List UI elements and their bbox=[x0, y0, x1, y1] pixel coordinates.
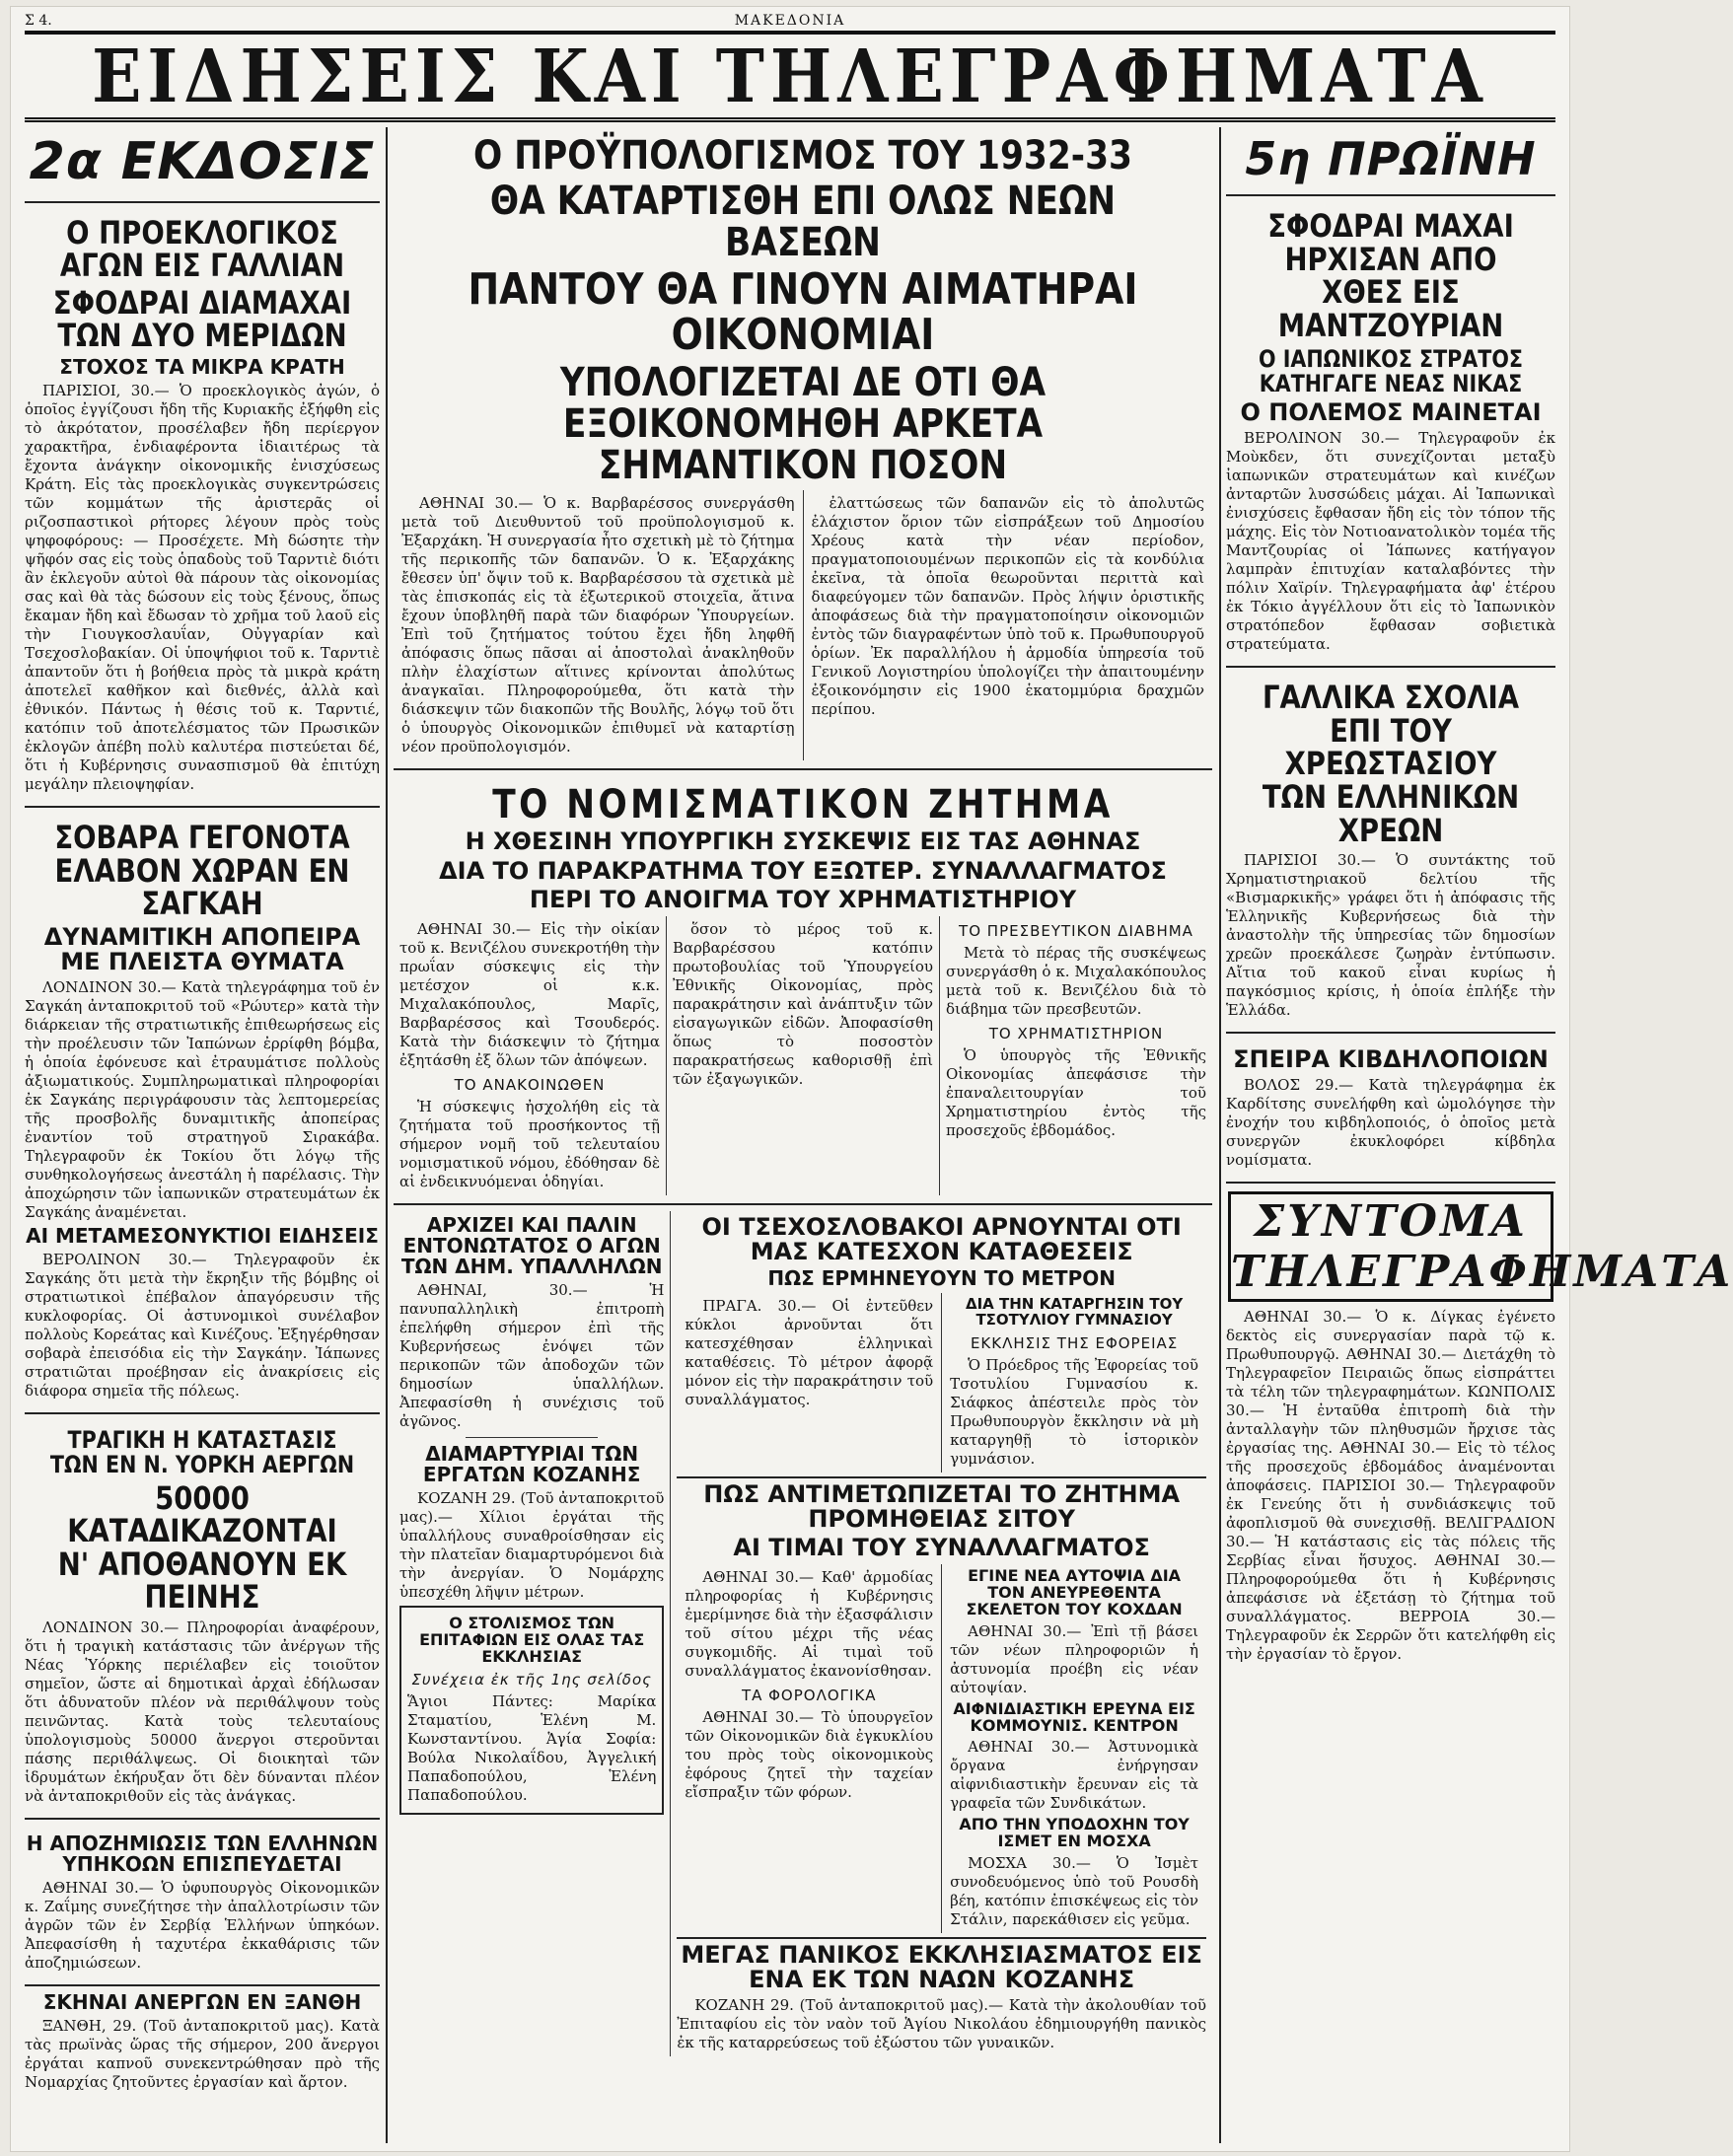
article-headline: ΑΠΟ ΤΗΝ ΥΠΟΔΟΧΗΝ ΤΟΥ ΙΣΜΕΤ ΕΝ ΜΟΣΧΑ bbox=[959, 1815, 1190, 1851]
section-label: ΤΟ ΑΝΑΚΟΙΝΩΘΕΝ bbox=[454, 1075, 606, 1094]
article-subheadline: ΠΕΡΙ ΤΟ ΑΝΟΙΓΜΑ ΤΟΥ ΧΡΗΜΑΤΙΣΤΗΡΙΟΥ bbox=[529, 885, 1077, 913]
edition-box bbox=[1226, 127, 1555, 196]
lead-headline: Ο ΠΡΟΫΠΟΛΟΓΙΣΜΟΣ ΤΟΥ 1932-33 bbox=[473, 133, 1132, 179]
article-subheadline: ΔΙΑ ΤΗΝ ΚΑΤΑΡΓΗΣΙΝ ΤΟΥ ΤΣΟΤΥΛΙΟΥ ΓΥΜΝΑΣΙΟΥ bbox=[965, 1295, 1184, 1330]
article-body: ΑΘΗΝΑΙ 30.— Ὁ κ. Δίγκας ἐγένετο δεκτὸς εἰς συνεργασίαν παρὰ τῷ κ. Πρωθυπουργῷ. ΑΘΗΝΑΙ 30.— Διετάχθη τὸ Τηλεγραφεῖον Πειραιῶς ὅπως εἰσπράττει τὰ τέλη τῶν τηλεγραφημάτων. ΚΩΝΠΟΛΙΣ 30.— Ἡ ἐνταῦθα ἐπιτροπὴ διὰ τὴν ἀνταλλαγὴν τῶν πληθυσμῶν ἤρχισε τὰς ἐργασίας της. ΑΘΗΝΑΙ 30.— Εἰς τὸ τέλος τῆς προσεχοῦς ἑβδομάδος ἀναμένονται ἀποφάσεις. ΠΑΡΙΣΙΟΙ 30.— Τηλεγραφοῦν ἐκ Γενεύης ὅτι ἡ συνδιάσκεψις τοῦ ἀφοπλισμοῦ θὰ συνεχισθῇ. ΒΕΛΙΓΡΑΔΙΟΝ 30.— Ἡ κατάστασις εἰς τὰς πόλεις τῆς Σερβίας εἶναι ἥσυχος. ΑΘΗΝΑΙ 30.— Πληροφορούμεθα ὅτι ἡ Κυβέρνησις ἀπεφάσισε νὰ ἐξετάσῃ τὸ ζήτημα τοῦ συναλλάγματος. ΒΕΡΡΟΙΑ 30.— Τηλεγραφοῦν ἐκ Σερρῶν ὅτι κατελήφθη εἰς τὴν ἐργασίαν τὸ ἔργον. bbox=[1226, 1308, 1555, 1664]
article-body: ΒΕΡΟΛΙΝΟΝ 30.— Τηλεγραφοῦν ἐκ Σαγκάης ὅτι μετὰ τὴν ἔκρηξιν τῆς βόμβης οἱ στρατιωτικοὶ ἐπέβαλον ἀπαγόρευσιν τῆς κυκλοφορίας. Οἱ ἀστυνομικοὶ συνέλαβον πολλοὺς Κορεάτας καὶ Κινέζους. Ἐξηγέρθησαν σοβαρὰ ἐπεισόδια εἰς τὴν Σαγκάην. Ἰάπωνες στρατιῶται προέβησαν εἰς ἀνακρίσεις εἰς διάφορα σημεῖα τῆς πόλεως. bbox=[25, 1251, 380, 1401]
edition-box bbox=[25, 127, 380, 203]
article-body: Ὁ ὑπουργὸς τῆς Ἐθνικῆς Οἰκονομίας ἀπεφάσισε τὴν ἐπαναλειτουργίαν τοῦ Χρηματιστηρίου ἐντὸς τῆς προσεχοῦς ἑβδομάδος. bbox=[946, 1045, 1206, 1139]
section-label: ΤΟ ΠΡΕΣΒΕΥΤΙΚΟΝ ΔΙΑΒΗΜΑ bbox=[959, 921, 1193, 940]
article bbox=[25, 814, 380, 1414]
article-headline: Ο ΣΤΟΛΙΣΜΟΣ ΤΩΝ ΕΠΙΤΑΦΙΩΝ ΕΙΣ ΟΛΑΣ ΤΑΣ ΕΚΚΛΗΣΙΑΣ bbox=[419, 1613, 645, 1666]
lead-body-columns bbox=[394, 490, 1212, 760]
article-body: ΑΘΗΝΑΙ, 30.— Ἡ πανυπαλληλικὴ ἐπιτροπὴ ἐπελήφθη σήμερον ἐπὶ τῆς Κυβερνήσεως ἐνόψει τῶν περικοπῶν τῶν ἀποδοχῶν τῶν δημοσίων ὑπαλλήλων. Ἀπεφασίσθη ἡ συνέχισις τοῦ ἀγῶνος. bbox=[399, 1280, 665, 1430]
article-body: ΑΘΗΝΑΙ 30.— Εἰς τὴν οἰκίαν τοῦ κ. Βενιζέλου συνεκροτήθη τὴν πρωΐαν σύσκεψις εἰς τὴν μετέσχον οἱ κ.κ. Μιχαλακόπουλος, Μαρῖς, Βαρβαρέσσος καὶ Τσουδερός. Κατὰ τὴν διάσκεψιν τὸ ζήτημα ἐξητάσθη ἐξ ὅλων τῶν ἀπόψεων. bbox=[399, 919, 660, 1069]
article-headline: ΔΙΑΜΑΡΤΥΡΙΑΙ ΤΩΝ ΕΡΓΑΤΩΝ ΚΟΖΑΝΗΣ bbox=[422, 1441, 641, 1486]
article-headline: ΣΠΕΙΡΑ ΚΙΒΔΗΛΟΠΟΙΩΝ bbox=[1233, 1045, 1549, 1074]
article-body: ὅσον τὸ μέρος τοῦ κ. Βαρβαρέσσου κατόπιν πρωτοβουλίας τοῦ Ὑπουργείου Ἐθνικῆς Οἰκονομίας, πρὸς παρακράτησιν καὶ ἀνάπτυξιν τῶν εἰσαγωγικῶν εἰδῶν. Ἀποφασίσθη ὅπως τὸ ποσοστὸν παρακρατήσεως καθορισθῇ ἐπὶ τῶν ἐξαγωγικῶν. bbox=[673, 919, 933, 1088]
article-subheadline: Ο ΙΑΠΩΝΙΚΟΣ ΣΤΡΑΤΟΣ ΚΑΤΗΓΑΓΕ ΝΕΑΣ ΝΙΚΑΣ bbox=[1259, 344, 1523, 397]
paper-name: ΜΑΚΕΔΟΝΙΑ bbox=[734, 13, 846, 29]
article-subheadline: ΔΙΑ ΤΟ ΠΑΡΑΚΡΑΤΗΜΑ ΤΟΥ ΕΞΩΤΕΡ. ΣΥΝΑΛΛΑΓΜΑΤΟΣ bbox=[439, 856, 1167, 885]
article-body: ΑΘΗΝΑΙ 30.— Καθ' ἀρμοδίας πληροφορίας ἡ Κυβέρνησις ἐμερίμνησε διὰ τὴν ἐξασφάλισιν τοῦ σίτου μέχρι τῆς νέας συγκομιδῆς. Αἱ τιμαὶ τοῦ συναλλάγματος ἐκανονίσθησαν. bbox=[685, 1568, 934, 1681]
article-headline: ΑΙΦΝΙΔΙΑΣΤΙΚΗ ΕΡΕΥΝΑ ΕΙΣ ΚΟΜΜΟΥΝΙΣ. ΚΕΝΤΡΟΝ bbox=[953, 1698, 1195, 1735]
article-body: ΠΡΑΓΑ. 30.— Οἱ ἐντεῦθεν κύκλοι ἀρνοῦνται ὅτι κατεσχέθησαν ἑλληνικαὶ καταθέσεις. Τὸ μέτρον ἀφορᾷ μόνον εἰς τὴν παρακράτησιν τοῦ συναλλάγματος. bbox=[685, 1297, 934, 1409]
lead-body: ΑΘΗΝΑΙ 30.— Ὁ κ. Βαρβαρέσσος συνεργάσθη μετὰ τοῦ Διευθυντοῦ τοῦ προϋπολογισμοῦ κ. Ἐξαρχάκη. Ἡ συνεργασία ἦτο σχετικὴ μὲ τὸ ζήτημα τῆς περικοπῆς τῶν δαπανῶν. Ὁ κ. Ἐξαρχάκης ἔθεσεν ὑπ' ὄψιν τοῦ κ. Βαρβαρέσσου τὰ σχετικὰ μὲ τὰς ἐπισκοπάς εἰς τὰ ἐξωτερικοῦ στοιχεῖα, ἅτινα ἔχουν ὑποβληθῆ παρὰ τῶν διαφόρων Ὑπουργείων. Ἐπὶ τοῦ ζητήματος τούτου ἔχει ἤδη ληφθῆ ἀπόφασις ὅπως πᾶσαι αἱ ἀποστολαὶ ἀνακληθοῦν πλὴν ἐλαχίστων αἵτινες κρίνονται ἀπολύτως ἀναγκαῖαι. Πληροφορούμεθα, ὅτι κατὰ τὴν διάσκεψιν τῶν διακοπῶν τῆς Βουλῆς, λόγῳ τοῦ ὅτι ὁ ὑπουργὸς Οἰκονομικῶν ἐπιθυμεῖ νὰ καταρτίσῃ νέον προϋπολογισμόν. bbox=[401, 494, 795, 756]
article bbox=[25, 1420, 380, 1820]
lower-columns bbox=[394, 1211, 1212, 2056]
article-headline: ΣΚΗΝΑΙ ΑΝΕΡΓΩΝ ΕΝ ΞΑΝΘΗ bbox=[42, 1989, 362, 2014]
article-body: ΚΟΖΑΝΗ 29. (Τοῦ ἀνταποκριτοῦ μας).— Κατὰ τὴν ἀκολουθίαν τοῦ Ἐπιταφίου εἰς τὸν ναὸν τοῦ Ἁγίου Νικολάου ἐδημιουργήθη πανικὸς ἐκ τῆς καταρρεύσεως τοῦ ἐξώστου τῶν γυναικῶν. bbox=[677, 1996, 1206, 2052]
article-subheadline: ΣΦΟΔΡΑΙ ΔΙΑΜΑΧΑΙ ΤΩΝ ΔΥΟ ΜΕΡΙΔΩΝ bbox=[52, 283, 352, 355]
article-headline: ΣΥΝΤΟΜΑ ΤΗΛΕΓΡΑΦΗΜΑΤΑ bbox=[1228, 1191, 1553, 1302]
article-headline: ΓΑΛΛΙΚΑ ΣΧΟΛΙΑ ΕΠΙ ΤΟΥ ΧΡΕΩΣΤΑΣΙΟΥ ΤΩΝ ΕΛΛΗΝΙΚΩΝ ΧΡΕΩΝ bbox=[1262, 679, 1520, 849]
article-subheadline: ΠΩΣ ΕΡΜΗΝΕΥΟΥΝ ΤΟ ΜΕΤΡΟΝ bbox=[767, 1266, 1116, 1291]
article-body: ΛΟΝΔΙΝΟΝ 30.— Πληροφορίαι ἀναφέρουν, ὅτι ἡ τραγικὴ κατάστασις τῶν ἀνέργων τῆς Νέας Ὑόρκης περιέλαβεν εἰς τοιοῦτον σημεῖον, ὥστε αἱ δημοτικαὶ ἀρχαὶ ἐδήλωσαν ὅτι ἀδυνατοῦν πλέον νὰ περιθάλψουν τοὺς πεινῶντας. Κατὰ τοὺς τελευταίους ὑπολογισμοὺς 50000 ἄνεργοι στεροῦνται πάσης περιθάλψεως. Οἱ διοικηταὶ τῶν ἱδρυμάτων ἐκήρυξαν ὅτι δὲν δύνανται πλέον νὰ ἀνταποκριθοῦν εἰς τὰς ἀνάγκας. bbox=[25, 1617, 380, 1805]
edition-label: 5η ΠΡΩΪΝΗ bbox=[1245, 132, 1537, 185]
left-column bbox=[25, 127, 380, 2143]
article-headline: ΟΙ ΤΣΕΧΟΣΛΟΒΑΚΟΙ ΑΡΝΟΥΝΤΑΙ ΟΤΙ ΜΑΣ ΚΑΤΕΣΧΟΝ ΚΑΤΑΘΕΣΕΙΣ bbox=[701, 1212, 1182, 1266]
article bbox=[25, 209, 380, 808]
article-headline: ΑΙ ΜΕΤΑΜΕΣΟΝΥΚΤΙΟΙ ΕΙΔΗΣΕΙΣ bbox=[26, 1224, 379, 1249]
article-headline: ΕΓΙΝΕ ΝΕΑ ΑΥΤΟΨΙΑ ΔΙΑ ΤΟΝ ΑΝΕΥΡΕΘΕΝΤΑ ΣΚΕΛΕΤΟΝ ΤΟΥ ΚΟΧΔΑΝ bbox=[966, 1566, 1183, 1618]
article-body: Μετὰ τὸ πέρας τῆς συσκέψεως συνεργάσθη ὁ κ. Μιχαλακόπουλος μετὰ τοῦ κ. Βενιζέλου διὰ τὸ διάβημα τῶν πρεσβευτῶν. bbox=[946, 943, 1206, 1018]
article-body: Ἡ σύσκεψις ἠσχολήθη εἰς τὰ ζητήματα τοῦ προσήκοντος τῇ σήμερον νομῆ τοῦ τελευταίου νομισματικοῦ νόμου, ἐδόθησαν δὲ αἱ ἐνδεικνυόμεναι ὁδηγίαι. bbox=[399, 1097, 660, 1190]
article-body: ΑΘΗΝΑΙ 30.— Τὸ ὑπουργεῖον τῶν Οἰκονομικῶν διὰ ἐγκυκλίου του πρὸς τοὺς οἰκονομικοὺς ἐφόρους ζητεῖ τὴν ταχείαν εἴσπραξιν τῶν φόρων. bbox=[685, 1708, 934, 1802]
newspaper-page bbox=[10, 6, 1733, 2152]
article-body: ΑΘΗΝΑΙ 30.— Ἀστυνομικὰ ὄργανα ἐνήργησαν αἰφνιδιαστικὴν ἔρευναν εἰς τὰ γραφεῖα τῶν Συνδικάτων. bbox=[950, 1738, 1199, 1813]
column-rule bbox=[386, 127, 388, 2143]
article-subheadline: ΔΥΝΑΜΙΤΙΚΗ ΑΠΟΠΕΙΡΑ ΜΕ ΠΛΕΙΣΤΑ ΘΥΜΑΤΑ bbox=[43, 922, 361, 975]
section-label: ΤΑ ΦΟΡΟΛΟΓΙΚΑ bbox=[741, 1687, 877, 1705]
continuation-note: Συνέχεια ἐκ τῆς 1ης σελίδος bbox=[411, 1671, 652, 1689]
lead-article bbox=[394, 127, 1212, 770]
article bbox=[1226, 1191, 1733, 1664]
article-body: ΜΟΣΧΑ 30.— Ὁ Ἰσμὲτ συνοδευόμενος ὑπὸ τοῦ Ρουσδὴ βέη, κατόπιν ἐπισκέψεως εἰς τὸν Στάλιν, παρεκάθισεν εἰς γεῦμα. bbox=[950, 1853, 1199, 1928]
article-subheadline: 50000 ΚΑΤΑΔΙΚΑΖΟΝΤΑΙ Ν' ΑΠΟΘΑΝΟΥΝ ΕΚ ΠΕΙΝΗΣ bbox=[57, 1478, 347, 1617]
column-rule bbox=[1219, 127, 1221, 2143]
section-banner bbox=[25, 31, 1555, 122]
article-body: Ὁ Πρόεδρος τῆς Ἐφορείας τοῦ Τσοτυλίου Γυμνασίου κ. Σιάφκος ἀπέστειλε πρὸς τὸν Πρωθυπουργὸν ἔκκλησιν νὰ μὴ καταργηθῇ τὸ ἱστορικὸν γυμνάσιον. bbox=[950, 1355, 1199, 1468]
article-columns bbox=[394, 916, 1212, 1195]
lead-body: ἐλαττώσεως τῶν δαπανῶν εἰς τὸ ἀπολυτῶς ἐλάχιστον ὅριον τῶν εἰσπράξεων τοῦ Δημοσίου Χρέους κατὰ τὴν νέαν περίοδον, πραγματοποιουμένων περικοπῶν εἰς τὰ κονδύλια ἐκεῖνα, τὰ ὁποῖα θεωροῦνται περιττὰ καὶ διαφεύγομεν τῶν δαπανῶν. Πρὸς λήψιν ὁριστικῆς ἀποφάσεως διὰ τὴν πραγματοποίησιν οἰκονομιῶν ἐντὸς τῶν διαγραφέντων ὑπὸ τοῦ κ. Πρωθυπουργοῦ ὁρίων. Ἐκ παραλλήλου ἡ ἁρμοδία ὑπηρεσία τοῦ Γενικοῦ Λογιστηρίου ὑπολογίζει τὴν ἀπαιτουμένην ἐξοικονόμησιν εἰς 1900 ἑκατομμύρια δραχμῶν περίπου. bbox=[811, 494, 1204, 719]
article-body: ΞΑΝΘΗ, 29. (Τοῦ ἀνταποκριτοῦ μας). Κατὰ τὰς πρωϊνὰς ὥρας τῆς σήμερον, 200 ἄνεργοι ἐργάται καπνοῦ συνεκεντρώθησαν πρὸ τῆς Νομαρχίας ζητοῦντες ἐργασίαν καὶ ἄρτον. bbox=[25, 2016, 380, 2091]
section-label: ΕΚΚΛΗΣΙΣ ΤΗΣ ΕΦΟΡΕΙΑΣ bbox=[970, 1333, 1179, 1352]
article-headline: ΤΟ ΝΟΜΙΣΜΑΤΙΚΟΝ ΖΗΤΗΜΑ bbox=[492, 782, 1114, 828]
article-headline: ΠΩΣ ΑΝΤΙΜΕΤΩΠΙΖΕΤΑΙ ΤΟ ΖΗΤΗΜΑ ΠΡΟΜΗΘΕΙΑΣ ΣΙΤΟΥ bbox=[677, 1476, 1206, 1532]
framed-article bbox=[399, 1606, 664, 1815]
article-body: ΒΕΡΟΛΙΝΟΝ 30.— Τηλεγραφοῦν ἐκ Μοὺκδεν, ὅτι συνεχίζονται μεταξὺ ἰαπωνικῶν στρατευμάτων καὶ κινέζων ἀνταρτῶν λυσσώδεις μάχαι. Αἱ Ἰαπωνικαὶ ἐνισχύσεις ἔφθασαν ἤδη εἰς τὸν τόπον τῆς μάχης. Εἰς τὸν Νοτιοανατολικὸν τομέα τῆς Μαντζουρίας οἱ Ἰάπωνες κατήγαγον λαμπρὰν ἐπιτυχίαν καταλαβόντες τὴν πόλιν Χαϊρίν. Τηλεγραφήματα ἀφ' ἑτέρου ἐκ Τόκιο ἀγγέλλουν ὅτι εἰς τὸ Ἰαπωνικὸν στρατόπεδον ἔφθασαν σοβιετικὰ στρατεύματα. bbox=[1226, 429, 1555, 654]
article bbox=[1226, 1040, 1555, 1184]
page-number: Σ 4. bbox=[25, 13, 52, 29]
lead-headline: ΘΑ ΚΑΤΑΡΤΙΣΘΗ ΕΠΙ ΟΛΩΣ ΝΕΩΝ ΒΑΣΕΩΝ bbox=[489, 179, 1117, 265]
article-body: ΠΑΡΙΣΙΟΙ, 30.— Ὁ προεκλογικὸς ἀγών, ὁ ὁποῖος ἐγγίζουσι ἤδη τῆς Κυριακῆς ἐξήφθη εἰς τὸ ἀκρότατον, προσέλαβεν ἤδη περίεργον χαρακτῆρα, ἐνδιαφέροντα ἰδιαιτέρως τὰ ἔχοντα ἀνάγκην οἰκονομικῆς ἐνισχύσεως Κράτη. Εἰς τὰς προεκλογικὰς συγκεντρώσεις τῶν κομμάτων τῆς ἀριστερᾶς οἱ ριζοσπαστικοὶ ρήτορες λέγουν πρὸς τοὺς ψηφοφόρους: — Προσέχετε. Μὴ δώσητε τὴν ψῆφόν σας εἰς τοὺς ὁπαδοὺς τοῦ Ταρντιὲ διότι ἂν ἐκλεγοῦν αὐτοὶ θὰ πάρουν τὰς οἰκονομίας σας καὶ θὰ τὰς δώσουν εἰς τοὺς ξένους, ὅπως ἔκαμαν ἤδη καὶ ἔδωσαν τὸ χρῆμα τοῦ λαοῦ εἰς τὴν Γιουγκοσλαυΐαν, Οὐγγαρίαν καὶ Τσεχοσλοβακίαν. Οἱ ὑποψήφιοι τοῦ κ. Ταρντιὲ ἀπαντοῦν ὅτι ἡ βοήθεια πρὸς τὰ μικρὰ κράτη ἀποτελεῖ καθῆκον καὶ διεθνές, ἀλλὰ καὶ ἐθνικόν. Πάντως ἡ θέσις τοῦ κ. Ταρντιέ, κατόπιν τοῦ ἀποτελέσματος τῶν Πρωσικῶν ἐκλογῶν ἀπέβη πολὺ καλυτέρα πιστεύεται δέ, ὅτι ἡ Κυβέρνησις συνασπισμοῦ θὰ ἐπιτύχη μεγάλην πλειοψηφίαν. bbox=[25, 381, 380, 793]
article-body: ΚΟΖΑΝΗ 29. (Τοῦ ἀνταποκριτοῦ μας).— Χίλιοι ἐργάται τῆς ὑπαλλήλους συναθροίσθησαν εἰς τὴν πλατεῖαν διαμαρτυρόμενοι διὰ τὴν ἀνεργίαν. Ὁ Νομάρχης ὑπεσχέθη λῆψιν μέτρων. bbox=[399, 1488, 665, 1601]
article bbox=[1226, 202, 1555, 668]
lead-headline: ΥΠΟΛΟΓΙΖΕΤΑΙ ΔΕ ΟΤΙ ΘΑ ΕΞΟΙΚΟΝΟΜΗΘΗ ΑΡΚΕΤΑ ΣΗΜΑΝΤΙΚΟΝ ΠΟΣΟΝ bbox=[559, 360, 1047, 489]
center-column bbox=[394, 127, 1212, 2143]
edition-label: 2α ΕΚΔΟΣΙΣ bbox=[29, 132, 376, 191]
article-body: ΛΟΝΔΙΝΟΝ 30.— Κατὰ τηλεγράφημα τοῦ ἐν Σαγκάη ἀνταποκριτοῦ τοῦ «Ρώυτερ» κατὰ τὴν διάρκειαν τῆς στρατιωτικῆς ἐπιθεωρήσεως εἰς τὴν προέλευσιν τῶν Ἰαπώνων ἐρρίφθη βόμβα, ἡ ὁποία ἐφόνευσε καὶ ἐτραυμάτισε πολλοὺς ἀξιωματικούς. Συμπληρωματικαὶ πληροφορίαι ἐκ Σαγκάης περιγράφουσιν τὰς λεπτομερείας τῆς προσβολῆς δυναμιτικῆς ἀποπείρας ἐναντίον τοῦ στρατηγοῦ Σιρακάβα. Τηλεγραφοῦν ἐκ Τοκίου ὅτι λόγῳ τῆς συνθηκολογήσεως ἀνεστάλη ἡ παρέλασις. Τὴν ἀποχώρησιν τῶν ἰαπωνικῶν στρατευμάτων ἐκ Σαγκάης ἀναμένεται. bbox=[25, 978, 380, 1222]
article-body: ΑΘΗΝΑΙ 30.— Ὁ ὑφυπουργὸς Οἰκονομικῶν κ. Ζαΐμης συνεζήτησε τὴν ἀπαλλοτρίωσιν τῶν ἀγρῶν τῶν ἐν Σερβίᾳ Ἑλλήνων ὑπηκόων. Ἀπεφασίσθη ἡ ταχυτέρα ἐκκαθάρισις τῶν ἀποζημιώσεων. bbox=[25, 1878, 380, 1972]
article-subheadline: ΑΙ ΤΙΜΑΙ ΤΟΥ ΣΥΝΑΛΛΑΓΜΑΤΟΣ bbox=[733, 1534, 1150, 1562]
article-columns bbox=[677, 1564, 1206, 1933]
article-headline: ΤΡΑΓΙΚΗ Η ΚΑΤΑΣΤΑΣΙΣ ΤΩΝ ΕΝ Ν. ΥΟΡΚΗ ΑΕΡΓΩΝ bbox=[49, 1426, 355, 1479]
article-columns bbox=[677, 1293, 1206, 1473]
lead-headline: ΠΑΝΤΟΥ ΘΑ ΓΙΝΟΥΝ ΑΙΜΑΤΗΡΑΙ ΟΙΚΟΝΟΜΙΑΙ bbox=[468, 264, 1138, 361]
article bbox=[25, 1826, 380, 1986]
article-headline: ΜΕΓΑΣ ΠΑΝΙΚΟΣ ΕΚΚΛΗΣΙΑΣΜΑΤΟΣ ΕΙΣ ΕΝΑ ΕΚ ΤΩΝ ΝΑΩΝ ΚΟΖΑΝΗΣ bbox=[677, 1937, 1206, 1992]
article-headline: ΣΦΟΔΡΑΙ ΜΑΧΑΙ ΗΡΧΙΣΑΝ ΑΠΟ ΧΘΕΣ ΕΙΣ ΜΑΝΤΖΟΥΡΙΑΝ bbox=[1267, 207, 1514, 345]
article-headline: Ο ΠΡΟΕΚΛΟΓΙΚΟΣ ΑΓΩΝ ΕΙΣ ΓΑΛΛΙΑΝ bbox=[59, 213, 345, 285]
divider bbox=[466, 1437, 598, 1438]
article-body: Ἅγιοι Πάντες: Μαρίκα Σταματίου, Ἑλένη Μ. Κωνσταντίνου. Ἁγία Σοφία: Βούλα Νικολαΐδου, Ἀγγελική Παπαδοπούλου, Ἑλένη Παπαδοπούλου. bbox=[407, 1692, 657, 1805]
article-body: ΑΘΗΝΑΙ 30.— Ἐπὶ τῇ βάσει τῶν νέων πληροφοριῶν ἡ ἀστυνομία προέβη εἰς νέαν αὐτοψίαν. bbox=[950, 1621, 1199, 1696]
article-headline: Η ΑΠΟΖΗΜΙΩΣΙΣ ΤΩΝ ΕΛΛΗΝΩΝ ΥΠΗΚΟΩΝ ΕΠΙΣΠΕΥΔΕΤΑΙ bbox=[26, 1831, 379, 1876]
article-headline: ΑΡΧΙΖΕΙ ΚΑΙ ΠΑΛΙΝ ΕΝΤΟΝΩΤΑΤΟΣ Ο ΑΓΩΝ ΤΩΝ ΔΗΜ. ΥΠΑΛΛΗΛΩΝ bbox=[400, 1212, 663, 1278]
article-subheadline: Η ΧΘΕΣΙΝΗ ΥΠΟΥΡΓΙΚΗ ΣΥΣΚΕΨΙΣ ΕΙΣ ΤΑΣ ΑΘΗΝΑΣ bbox=[465, 827, 1141, 856]
article bbox=[25, 1989, 380, 2092]
article-subheadline: ΣΤΟΧΟΣ ΤΑ ΜΙΚΡΑ ΚΡΑΤΗ bbox=[59, 354, 345, 379]
section-label: ΤΟ ΧΡΗΜΑΤΙΣΤΗΡΙΟΝ bbox=[988, 1024, 1164, 1042]
article-headline: ΣΟΒΑΡΑ ΓΕΓΟΝΟΤΑ ΕΛΑΒΟΝ ΧΩΡΑΝ ΕΝ ΣΑΓΚΑΗ bbox=[54, 818, 350, 923]
article bbox=[1226, 674, 1555, 1034]
article-body: ΒΟΛΟΣ 29.— Κατὰ τηλεγράφημα ἐκ Καρδίτσης συνελήφθη καὶ ὡμολόγησε τὴν ἐνοχήν του κιβδηλοποιός, ὁ ὁποῖος μετὰ συνεργῶν ἐκυκλοφόρει κίβδηλα νομίσματα. bbox=[1226, 1076, 1555, 1170]
article-body: ΠΑΡΙΣΙΟΙ 30.— Ὁ συντάκτης τοῦ Χρηματιστηριακοῦ δελτίου τῆς «Βισμαρκικῆς» γράφει ὅτι ἡ ἀπόφασις τῆς Ἑλληνικῆς Κυβερνήσεως διὰ τὴν ἀναστολὴν τῆς ὑπηρεσίας τῶν δημοσίων χρεῶν προεκάλεσε ζωηρὰν ἐντύπωσιν. Αἴτια τοῦ κακοῦ εἶναι κυρίως ἡ παγκόσμιος κρίσις, ἡ ὁποία ἐπλήξε τὴν Ἑλλάδα. bbox=[1226, 851, 1555, 1020]
article bbox=[394, 776, 1212, 1205]
right-column bbox=[1226, 127, 1733, 2143]
article-subheadline: Ο ΠΟΛΕΜΟΣ ΜΑΙΝΕΤΑΙ bbox=[1240, 398, 1542, 427]
banner-title: ΕΙΔΗΣΕΙΣ ΚΑΙ ΤΗΛΕΓΡΑΦΗΜΑΤΑ bbox=[92, 33, 1488, 119]
